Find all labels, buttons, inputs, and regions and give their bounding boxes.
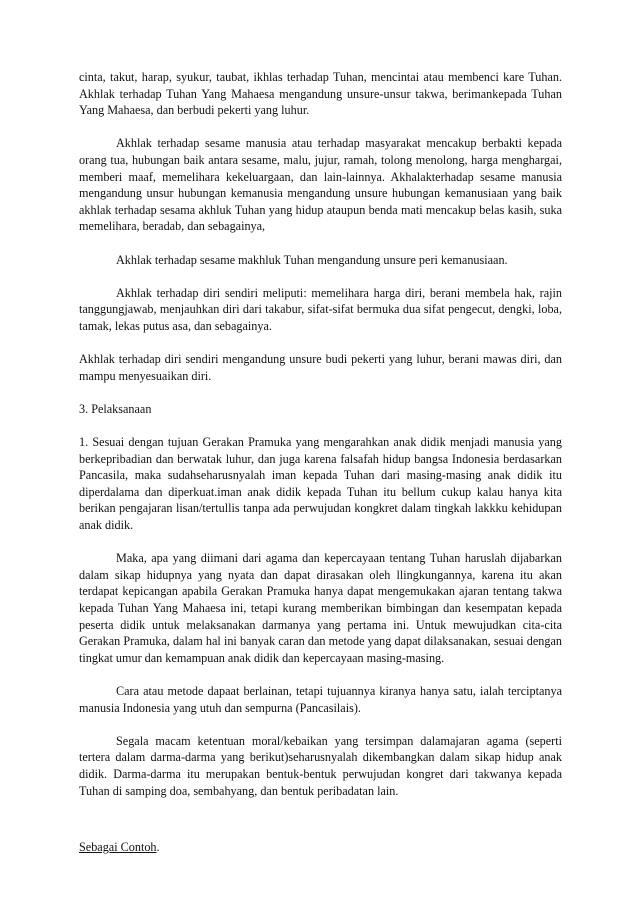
paragraph-pelaksanaan-maka: Maka, apa yang diimani dari agama dan kepercayaan tentang Tuhan haruslah dijabarkan dalam sikap hidupnya yang nyata dan dapat dirasakan oleh llingkungannya, karena itu akan terdapat kepicangan apabila Gerakan Pramuka hanya dapat mengemukakan ajaran tentang takwa kepada Tuhan Yang Mahaesa ini, tetapi kurang memberikan bimbingan dan kesempatan kepada peserta didik untuk melaksanakan darmanya yang pertama ini. Untuk mewujudkan cita-cita Gerakan Pramuka, dalam hal ini banyak caran dan metode yang dapat dilaksanakan, sesuai dengan tingkat umur dan kemampuan anak didik dan kepercayaan masing-masing. <box>79 551 562 665</box>
paragraph-pelaksanaan-segala: Segala macam ketentuan moral/kebaikan yang tersimpan dalamajaran agama (seperti tertera dalam darma-darma yang berikut)seharusnyalah dikembangkan dalam sikap hidup anak didik. Darma-darma itu merupakan bentuk-bentuk perwujudan kongret dari takwanya kepada Tuhan di samping doa, sembahyang, dan bentuk peribadatan lain. <box>79 733 562 798</box>
paragraph-akhlak-sesama-manusia: Akhlak terhadap sesame manusia atau terhadap masyarakat mencakup berbakti kepada orang tua, hubungan baik antara sesame, malu, jujur, ramah, tolong menolong, harga menghargai, memberi maaf, memelihara kekeluargaan, dan lain-lainnya. Akhalakterhadap sesame manusia mengandung unsur hubungan kemanusia mengandung unsure hubungan kemanusiaan yang baik akhlak terhadap sesama akhluk Tuhan yang hidup ataupun benda mati mencakup belas kasih, suka memelihara, beradab, dan sebagainya, <box>79 136 562 234</box>
paragraph-pelaksanaan-1: 1. Sesuai dengan tujuan Gerakan Pramuka yang mengarahkan anak didik menjadi manusia yang berkepribadian dan berwatak luhur, dan juga karena falsafah hidup bangsa Indonesia berdasarkan Pancasila, maka sudahseharusnyalah iman kepada Tuhan dari masing-masing anak didik itu diperdalama dan diperkuat.iman anak didik kepada Tuhan itu bellum cukup kalau hanya kita berikan pengajaran lisan/tertullis tanpa ada perwujudan kongkret dalam tingkah lakkku kehidupan anak didik. <box>79 435 562 533</box>
paragraph-pelaksanaan-cara: Cara atau metode dapaat berlainan, tetapi tujuannya kiranya hanya satu, ialah terciptanya manusia Indonesia yang utuh dan sempurna (Pancasilais). <box>79 683 562 715</box>
paragraph-akhlak-makhluk: Akhlak terhadap sesame makhluk Tuhan mengandung unsure peri kemanusiaan. <box>116 252 508 267</box>
contoh-line <box>79 839 562 856</box>
paragraph-akhlak-diri-unsur: Akhlak terhadap diri sendiri mengandung unsure budi pekerti yang luhur, berani mawas diri, dan mampu menyesuaikan diri. <box>79 352 562 383</box>
document-page <box>79 69 562 872</box>
contoh-period: . <box>156 840 160 855</box>
paragraph-akhlak-diri-sendiri: Akhlak terhadap diri sendiri meliputi: memelihara harga diri, berani membela hak, rajin tanggungjawab, menjauhkan diri dari takabur, sifat-sifat bermuka dua sifat pengecut, dengki, loba, tamak, lekas putus asa, dan sebagainya. <box>79 285 562 333</box>
section-heading-pelaksanaan: 3. Pelaksanaan <box>79 401 152 416</box>
paragraph-akhlak-tuhan: cinta, takut, harap, syukur, taubat, ikhlas terhadap Tuhan, mencintai atau membenci kare Tuhan. Akhlak terhadap Tuhan Yang Mahaesa mengandung unsure-unsur takwa, berimankepada Tuhan Yang Mahaesa, dan berbudi pekerti yang luhur. <box>79 70 562 118</box>
contoh-label: Sebagai Contoh <box>79 840 157 855</box>
